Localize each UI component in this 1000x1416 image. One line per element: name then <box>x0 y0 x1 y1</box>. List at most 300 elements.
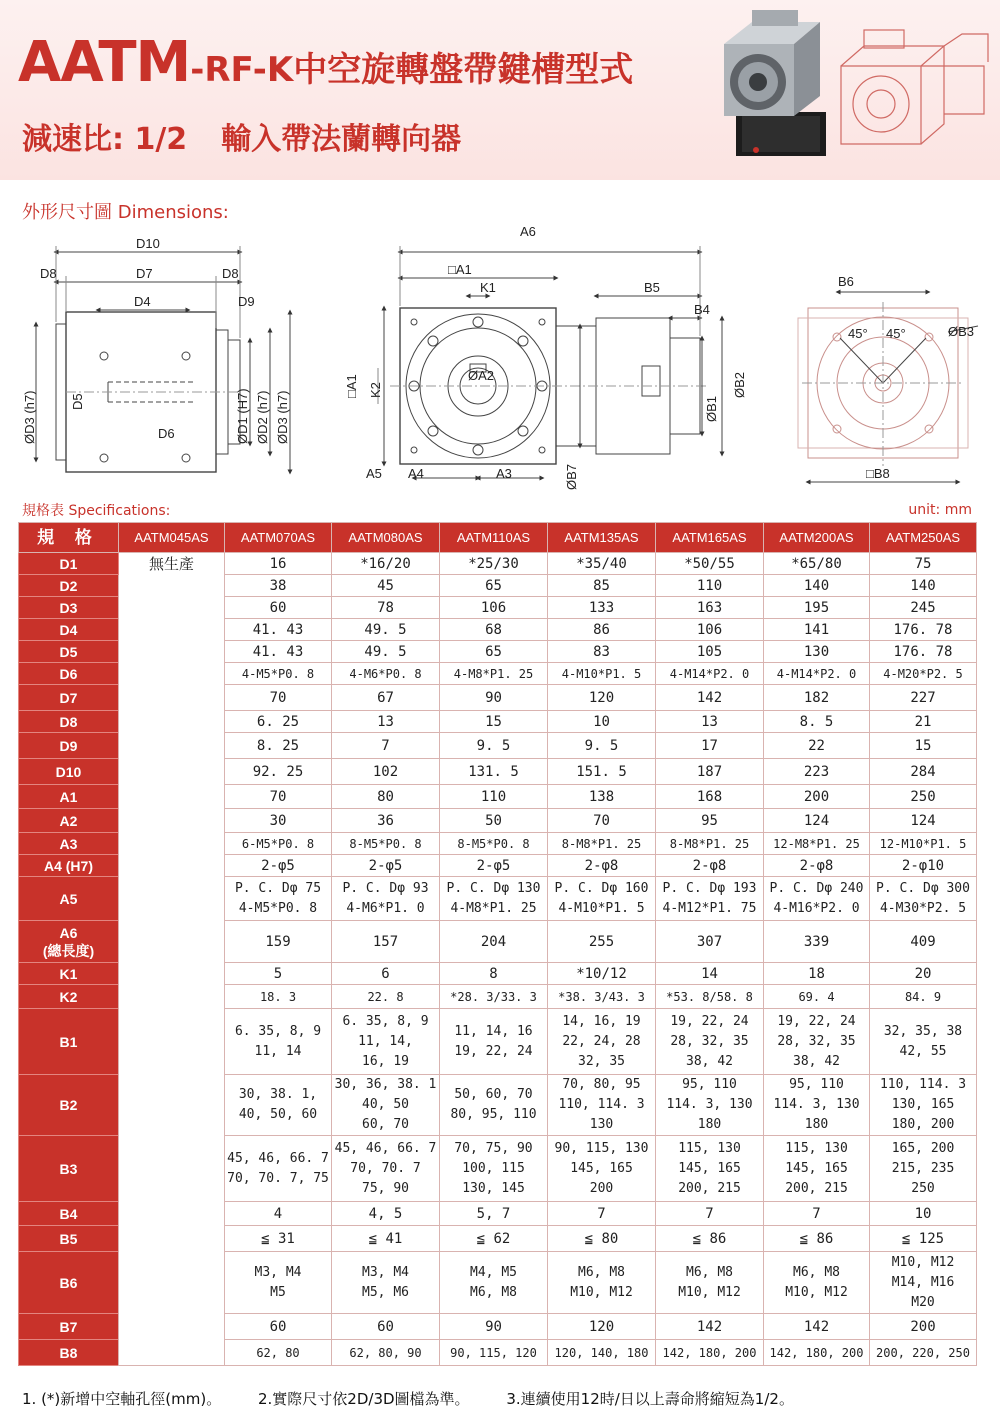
table-cell: 2-φ8 <box>656 855 764 877</box>
table-cell <box>656 1009 764 1075</box>
row-label: K1 <box>19 963 119 985</box>
unit-label: unit: mm <box>908 502 972 518</box>
label-d1: ØD1 (H7) <box>235 388 250 444</box>
table-cell <box>440 1252 548 1314</box>
label-a1-side: □A1 <box>344 374 359 398</box>
cell-line: 4-M6*P1. 0 <box>346 900 425 916</box>
table-cell: 141 <box>764 619 870 641</box>
cell-line: 130 <box>589 1117 614 1132</box>
cell-line: 200 <box>589 1180 614 1196</box>
label-d8-right: D8 <box>222 266 239 281</box>
subtitle-text: 輸入帶法蘭轉向器 <box>221 122 462 157</box>
table-cell <box>548 877 656 921</box>
cell-line: 145, 165 <box>785 1160 848 1176</box>
row-label: D3 <box>19 597 119 619</box>
cell-line: M10, M12 <box>891 1254 955 1270</box>
product-render-image <box>716 4 1000 164</box>
table-cell: 168 <box>656 785 764 809</box>
table-cell: 187 <box>656 759 764 785</box>
label-b8: □B8 <box>866 466 890 481</box>
label-d4: D4 <box>134 294 151 309</box>
header-model: AATM250AS <box>870 523 977 553</box>
table-cell: 67 <box>332 685 440 711</box>
table-cell: 60 <box>332 1314 440 1340</box>
table-cell: 14 <box>656 963 764 985</box>
table-cell: 41. 43 <box>225 619 332 641</box>
table-cell: *50/55 <box>656 553 764 575</box>
table-cell: 4-M8*P1. 25 <box>440 663 548 685</box>
table-cell: 7 <box>764 1202 870 1226</box>
table-cell <box>225 1136 332 1202</box>
cell-line: 40, 50, 60 <box>238 1107 318 1122</box>
table-cell: 15 <box>870 733 977 759</box>
table-cell: 8. 25 <box>225 733 332 759</box>
table-cell: 62, 80, 90 <box>332 1340 440 1366</box>
table-cell: 20 <box>870 963 977 985</box>
table-cell: 8-M5*P0. 8 <box>332 833 440 855</box>
table-cell: 2-φ5 <box>440 855 548 877</box>
cell-line: 11, 14 <box>254 1043 302 1059</box>
cell-line: 200, 215 <box>678 1180 741 1196</box>
table-cell: 140 <box>764 575 870 597</box>
label-d6: D6 <box>158 426 175 441</box>
label-angle-left: 45° <box>848 326 868 341</box>
table-cell: 5 <box>225 963 332 985</box>
table-cell: 30 <box>225 809 332 833</box>
cell-line: 11, 14, <box>358 1033 413 1049</box>
cell-line: P. C. Dφ 75 <box>234 880 322 896</box>
cell-line: 180 <box>697 1117 722 1132</box>
table-cell: 102 <box>332 759 440 785</box>
table-cell <box>548 1075 656 1136</box>
table-cell: *16/20 <box>332 553 440 575</box>
table-cell: 200 <box>870 1314 977 1340</box>
table-cell: 15 <box>440 711 548 733</box>
table-cell: 4-M10*P1. 5 <box>548 663 656 685</box>
table-cell: 163 <box>656 597 764 619</box>
table-cell: 106 <box>440 597 548 619</box>
label-d9: D9 <box>238 294 255 309</box>
table-cell: 142 <box>656 1314 764 1340</box>
table-cell: *38. 3/43. 3 <box>548 985 656 1009</box>
cell-line: M6, M8 <box>470 1284 517 1300</box>
header-model: AATM110AS <box>440 523 548 553</box>
table-cell <box>656 1252 764 1314</box>
table-cell <box>225 877 332 921</box>
label-d10: D10 <box>136 236 160 251</box>
cell-line: 80, 95, 110 <box>450 1107 537 1122</box>
table-cell: 41. 43 <box>225 641 332 663</box>
cell-line: 30, 36, 38. 1 <box>334 1077 437 1092</box>
table-cell <box>225 1075 332 1136</box>
cell-line: 115, 130 <box>678 1140 741 1156</box>
table-cell: 69. 4 <box>764 985 870 1009</box>
cell-line: 4-M30*P2. 5 <box>879 900 967 916</box>
flange-view-drawing <box>798 292 978 482</box>
table-cell: 6 <box>332 963 440 985</box>
row-label: D2 <box>19 575 119 597</box>
table-cell: ≦ 41 <box>332 1226 440 1252</box>
cell-line: M10, M12 <box>678 1284 741 1300</box>
table-cell <box>440 877 548 921</box>
cell-line: 4-M5*P0. 8 <box>238 900 318 916</box>
cell-line: 32, 35, 38 <box>883 1023 963 1039</box>
table-cell: 159 <box>225 921 332 963</box>
cell-line: 6. 35, 8, 9 <box>342 1013 429 1029</box>
table-cell: 12-M8*P1. 25 <box>764 833 870 855</box>
table-cell: 142 <box>764 1314 870 1340</box>
header-model: AATM070AS <box>225 523 332 553</box>
table-cell: 78 <box>332 597 440 619</box>
cell-line: M6, M8 <box>686 1264 733 1280</box>
table-cell: 142, 180, 200 <box>764 1340 870 1366</box>
cell-line: 19, 22, 24 <box>454 1043 533 1059</box>
table-cell: ≦ 80 <box>548 1226 656 1252</box>
table-cell: 36 <box>332 809 440 833</box>
cell-line: 11, 14, 16 <box>454 1023 533 1039</box>
row-label: D1 <box>19 553 119 575</box>
table-cell: 62, 80 <box>225 1340 332 1366</box>
row-label: D9 <box>19 733 119 759</box>
table-cell: 10 <box>870 1202 977 1226</box>
cell-line: 75, 90 <box>362 1180 409 1196</box>
table-cell: 83 <box>548 641 656 663</box>
table-cell <box>225 1009 332 1075</box>
table-cell: 13 <box>332 711 440 733</box>
row-label: B7 <box>19 1314 119 1340</box>
table-cell: 284 <box>870 759 977 785</box>
table-cell <box>870 1252 977 1314</box>
table-cell: ≦ 86 <box>656 1226 764 1252</box>
label-a2: ØA2 <box>468 368 495 383</box>
cell-line: 45, 46, 66. 7 <box>334 1140 437 1156</box>
cell-line: M10, M12 <box>785 1284 848 1300</box>
table-cell: 60 <box>225 1314 332 1340</box>
cell-line: 28, 32, 35 <box>777 1033 856 1049</box>
cell-line: M20 <box>911 1294 935 1310</box>
table-cell: 2-φ5 <box>225 855 332 877</box>
table-cell: 4-M20*P2. 5 <box>870 663 977 685</box>
product-photo <box>724 10 826 156</box>
table-cell: 245 <box>870 597 977 619</box>
table-cell: 60 <box>225 597 332 619</box>
table-cell: 2-φ10 <box>870 855 977 877</box>
table-cell: 90, 115, 120 <box>440 1340 548 1366</box>
table-cell: 4-M6*P0. 8 <box>332 663 440 685</box>
cell-line: 38, 42 <box>793 1053 840 1069</box>
table-cell: 110 <box>656 575 764 597</box>
table-cell <box>548 1009 656 1075</box>
label-b4: B4 <box>694 302 710 317</box>
cell-line: 60, 70 <box>362 1117 409 1132</box>
row-label: B6 <box>19 1252 119 1314</box>
label-a1-top: □A1 <box>448 262 472 277</box>
cell-line: 40, 50 <box>362 1097 409 1112</box>
row-label: B2 <box>19 1075 119 1136</box>
cell-line: 145, 165 <box>678 1160 741 1176</box>
cell-line: 145, 165 <box>570 1160 633 1176</box>
cell-line: M3, M4 <box>362 1264 409 1280</box>
row-label: K2 <box>19 985 119 1009</box>
cell-line: M6, M8 <box>793 1264 840 1280</box>
header-spec-label: 規 格 <box>19 523 119 553</box>
table-cell: 65 <box>440 575 548 597</box>
table-cell: ≦ 62 <box>440 1226 548 1252</box>
cell-line: M4, M5 <box>470 1264 517 1280</box>
table-cell: 18. 3 <box>225 985 332 1009</box>
label-b7: ØB7 <box>564 463 579 490</box>
table-cell: 49. 5 <box>332 619 440 641</box>
header-model: AATM200AS <box>764 523 870 553</box>
table-cell: 12-M10*P1. 5 <box>870 833 977 855</box>
cell-line: M6, M8 <box>578 1264 625 1280</box>
title-model: AATM <box>18 30 191 95</box>
specifications-title: 規格表 Specifications: <box>22 503 171 519</box>
table-row <box>19 553 977 575</box>
footnote: 1. (*)新增中空軸孔徑(mm)。 <box>22 1390 222 1408</box>
table-cell: ≦ 125 <box>870 1226 977 1252</box>
cell-line: P. C. Dφ 160 <box>554 880 649 896</box>
cell-line: 70, 70. 7 <box>350 1160 421 1176</box>
cell-line: M3, M4 <box>254 1264 302 1280</box>
table-cell <box>656 1075 764 1136</box>
label-a5: A5 <box>366 466 382 481</box>
table-cell <box>332 1075 440 1136</box>
table-cell: 6. 25 <box>225 711 332 733</box>
table-cell: 70 <box>225 685 332 711</box>
table-cell: 75 <box>870 553 977 575</box>
table-cell: 65 <box>440 641 548 663</box>
table-cell <box>440 1075 548 1136</box>
table-cell <box>870 1009 977 1075</box>
row-label: A2 <box>19 809 119 833</box>
table-cell: 90 <box>440 1314 548 1340</box>
table-cell: *53. 8/58. 8 <box>656 985 764 1009</box>
cell-line: P. C. Dφ 193 <box>662 880 757 896</box>
table-cell: 4-M5*P0. 8 <box>225 663 332 685</box>
table-cell: 8-M5*P0. 8 <box>440 833 548 855</box>
label-b5: B5 <box>644 280 660 295</box>
table-cell: 195 <box>764 597 870 619</box>
label-a4: A4 <box>408 466 424 481</box>
cell-line: 19, 22, 24 <box>777 1013 856 1029</box>
row-label: B4 <box>19 1202 119 1226</box>
table-cell: *65/80 <box>764 553 870 575</box>
cell-line: M10, M12 <box>570 1284 633 1300</box>
label-b2: ØB2 <box>732 371 747 398</box>
product-wireframe <box>841 30 988 144</box>
table-cell <box>870 1136 977 1202</box>
table-cell: 21 <box>870 711 977 733</box>
table-cell: 6-M5*P0. 8 <box>225 833 332 855</box>
table-cell: 7 <box>332 733 440 759</box>
table-cell: 17 <box>656 733 764 759</box>
table-cell <box>870 877 977 921</box>
cell-line: 22, 24, 28 <box>562 1033 641 1049</box>
table-cell: 85 <box>548 575 656 597</box>
table-cell <box>548 1136 656 1202</box>
cell-line: 28, 32, 35 <box>670 1033 749 1049</box>
label-b3: ØB3 <box>948 324 975 339</box>
table-cell: 133 <box>548 597 656 619</box>
label-d7: D7 <box>136 266 153 281</box>
table-cell: *10/12 <box>548 963 656 985</box>
table-cell: 22 <box>764 733 870 759</box>
table-cell: 49. 5 <box>332 641 440 663</box>
cell-line: M14, M16 <box>891 1274 955 1290</box>
cell-line: 114. 3, 130 <box>773 1097 860 1112</box>
table-cell <box>225 1252 332 1314</box>
table-cell: 200, 220, 250 <box>870 1340 977 1366</box>
cell-line: 30, 38. 1, <box>238 1087 318 1102</box>
dimensions-title: 外形尺寸圖 Dimensions: <box>22 202 229 223</box>
footnote: 2.實際尺寸依2D/3D圖檔為準。 <box>258 1390 470 1408</box>
table-cell: 45 <box>332 575 440 597</box>
table-cell: 38 <box>225 575 332 597</box>
cell-line: 45, 46, 66. 7 <box>227 1150 329 1166</box>
table-cell: 7 <box>548 1202 656 1226</box>
table-cell: 124 <box>870 809 977 833</box>
table-cell: 4-M14*P2. 0 <box>764 663 870 685</box>
row-label-line: A6 <box>59 924 78 941</box>
row-label: A5 <box>19 877 119 921</box>
front-view-drawing <box>378 246 722 478</box>
table-cell <box>656 877 764 921</box>
cell-line: 32, 35 <box>578 1053 625 1069</box>
header-model: AATM165AS <box>656 523 764 553</box>
cell-line: 215, 235 <box>891 1160 955 1176</box>
row-label: D5 <box>19 641 119 663</box>
table-cell <box>870 1075 977 1136</box>
table-cell <box>440 1136 548 1202</box>
table-cell: 182 <box>764 685 870 711</box>
table-cell: 255 <box>548 921 656 963</box>
table-cell: 200 <box>764 785 870 809</box>
table-cell: 409 <box>870 921 977 963</box>
product-subtitle <box>22 114 461 158</box>
cell-line: 50, 60, 70 <box>454 1087 533 1102</box>
cell-line: 130, 145 <box>462 1180 525 1196</box>
cell-line: 4-M8*P1. 25 <box>450 900 537 916</box>
table-cell <box>764 1136 870 1202</box>
row-label-line: (總長度) <box>42 942 95 959</box>
cell-line: 180 <box>804 1117 829 1132</box>
row-label: D10 <box>19 759 119 785</box>
table-cell: 50 <box>440 809 548 833</box>
table-cell <box>764 877 870 921</box>
label-b6: B6 <box>838 274 854 289</box>
table-cell: 9. 5 <box>548 733 656 759</box>
table-cell: 92. 25 <box>225 759 332 785</box>
row-label: A3 <box>19 833 119 855</box>
cell-line: 42, 55 <box>899 1043 947 1059</box>
row-label: B3 <box>19 1136 119 1202</box>
table-cell: 138 <box>548 785 656 809</box>
label-b1: ØB1 <box>704 395 719 422</box>
table-cell: 86 <box>548 619 656 641</box>
table-cell: *25/30 <box>440 553 548 575</box>
ratio-label: 減速比: 1/2 <box>22 122 188 157</box>
row-label: B8 <box>19 1340 119 1366</box>
table-cell: ≦ 31 <box>225 1226 332 1252</box>
table-cell: 176. 78 <box>870 641 977 663</box>
cell-line: 6. 35, 8, 9 <box>234 1023 322 1039</box>
row-label: A4 (H7) <box>19 855 119 877</box>
cell-line: 4-M10*P1. 5 <box>558 900 645 916</box>
table-cell: 131. 5 <box>440 759 548 785</box>
cell-line: 250 <box>911 1180 935 1196</box>
table-cell: 130 <box>764 641 870 663</box>
cell-line: P. C. Dφ 240 <box>769 880 864 896</box>
table-cell: *35/40 <box>548 553 656 575</box>
table-cell: 250 <box>870 785 977 809</box>
label-d3-right: ØD3 (h7) <box>275 390 290 444</box>
footnote: 3.連續使用12時/日以上壽命將縮短為1/2。 <box>506 1390 794 1408</box>
table-cell: 10 <box>548 711 656 733</box>
table-cell: 8-M8*P1. 25 <box>656 833 764 855</box>
table-cell: 5, 7 <box>440 1202 548 1226</box>
row-label: D4 <box>19 619 119 641</box>
cell-line: 165, 200 <box>891 1140 955 1156</box>
cell-line: 115, 130 <box>785 1140 848 1156</box>
label-d3-left: ØD3 (h7) <box>22 390 37 444</box>
cell-line: 114. 3, 130 <box>666 1097 753 1112</box>
table-cell: 176. 78 <box>870 619 977 641</box>
table-cell: 120, 140, 180 <box>548 1340 656 1366</box>
cell-line: 14, 16, 19 <box>562 1013 641 1029</box>
header-banner <box>0 0 1000 180</box>
table-cell: 95 <box>656 809 764 833</box>
cell-line: P. C. Dφ 130 <box>446 880 541 896</box>
table-cell: 70 <box>548 809 656 833</box>
table-cell <box>656 1136 764 1202</box>
footnotes <box>22 1388 826 1409</box>
table-cell: 7 <box>656 1202 764 1226</box>
row-label: D7 <box>19 685 119 711</box>
table-cell: 13 <box>656 711 764 733</box>
table-cell: 105 <box>656 641 764 663</box>
table-cell: 227 <box>870 685 977 711</box>
row-label: B5 <box>19 1226 119 1252</box>
table-cell: 151. 5 <box>548 759 656 785</box>
cell-line: 95, 110 <box>682 1077 737 1092</box>
row-label: B1 <box>19 1009 119 1075</box>
label-d5: D5 <box>70 393 85 410</box>
cell-line: 16, 19 <box>362 1053 409 1069</box>
table-cell: 307 <box>656 921 764 963</box>
table-cell <box>440 1009 548 1075</box>
cell-line: 90, 115, 130 <box>554 1140 649 1156</box>
table-cell: 2-φ8 <box>764 855 870 877</box>
table-cell <box>332 1009 440 1075</box>
table-cell <box>332 1136 440 1202</box>
table-cell: 142 <box>656 685 764 711</box>
table-cell: 204 <box>440 921 548 963</box>
table-cell: 80 <box>332 785 440 809</box>
label-a3: A3 <box>496 466 512 481</box>
table-cell: 120 <box>548 1314 656 1340</box>
label-k2: K2 <box>368 382 383 398</box>
cell-line: 70, 80, 95 <box>562 1077 641 1092</box>
table-cell: 8. 5 <box>764 711 870 733</box>
table-cell: 140 <box>870 575 977 597</box>
table-cell: 339 <box>764 921 870 963</box>
table-cell: 142, 180, 200 <box>656 1340 764 1366</box>
header-model: AATM045AS <box>119 523 225 553</box>
table-cell: 68 <box>440 619 548 641</box>
table-cell: 4, 5 <box>332 1202 440 1226</box>
row-label: D6 <box>19 663 119 685</box>
